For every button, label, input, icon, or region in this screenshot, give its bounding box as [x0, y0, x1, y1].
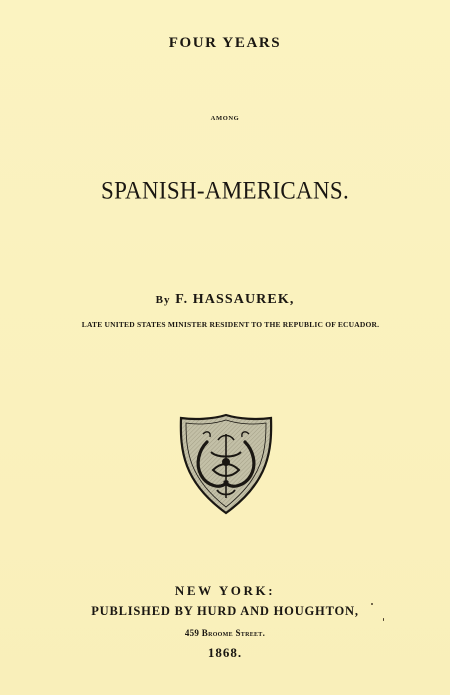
paper-speck: [383, 618, 384, 621]
publisher-monogram-shield-icon: [177, 412, 275, 516]
imprint-publisher: PUBLISHED BY HURD AND HOUGHTON,: [91, 604, 359, 618]
imprint-address: 459 Broome Street.: [184, 628, 266, 638]
title-line-1: FOUR YEARS: [168, 35, 282, 51]
author-description: LATE UNITED STATES MINISTER RESIDENT TO THE REPUBLIC OF ECUADOR.: [81, 320, 380, 329]
imprint-year: 1868.: [207, 645, 243, 660]
imprint-city: NEW YORK:: [174, 583, 276, 598]
byline-by: By: [155, 294, 171, 306]
byline-author: F. HASSAUREK,: [175, 292, 295, 307]
paper-speck: [371, 603, 373, 605]
byline: [0, 292, 450, 308]
title-line-2: SPANISH-AMERICANS.: [100, 176, 350, 204]
title-connector: AMONG: [210, 115, 240, 122]
